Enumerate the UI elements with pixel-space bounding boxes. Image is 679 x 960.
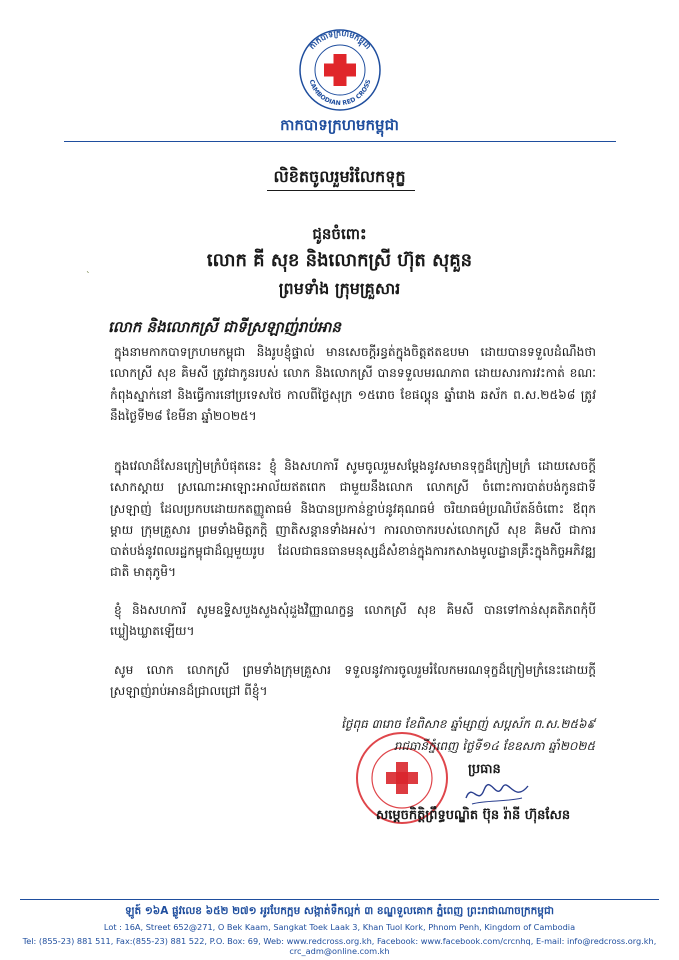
date-solar: រាជធានីភ្នំពេញ ថ្ងៃទី១៤ ខែឧសភា ឆ្នាំ២០២៥ <box>393 739 595 753</box>
logo-text-en: CAMBODIAN RED CROSS <box>307 78 373 108</box>
address-recipients: លោក គី សុខ និងលោកស្រី ហ៊ុត សុគួន <box>206 250 473 271</box>
paragraph-1: ក្នុងនាមកាកបាទក្រហមកម្ពុជា និងរូបខ្ញុំផ្ទាល់ មានសេចក្ដីរន្ធត់ក្នុងចិត្តឥតឧបមា ដោយបានទទួលដំណឹងថា លោកស្រី សុខ គិមសី ត្រូវជាកូនរបស់ លោក និងលោកស្រី បានទទួលមរណភាព ដោយសារការវះកាត់ ខណៈកំពុងស្នាក់នៅ និងធ្វើការនៅប្រទេសថៃ កាលពីថ្ងៃសុក្រ ១៥រោច ខែផល្គុន ឆ្នាំរោង ឆស័ក ព.ស.២៥៦៨ ត្រូវនឹងថ្ងៃទី២៨ ខែមីនា ឆ្នាំ២០២៥។ <box>110 345 596 423</box>
footer-address-en: Lot : 16A, Street 652@271, O Bek Kaam, Sangkat Toek Laak 3, Khan Tuol Kork, Phnom Penh, Kingdom of Cambodia <box>103 922 576 932</box>
red-cross-logo <box>289 24 391 116</box>
signer-name: សម្ដេចកិត្តិព្រឹទ្ធបណ្ឌិត ប៊ុន រ៉ានី ហ៊ុនសែន <box>375 808 571 823</box>
address-family: ព្រមទាំង ក្រុមគ្រួសារ <box>278 279 401 298</box>
signature <box>462 776 532 810</box>
footer-contact: Tel: (855-23) 881 511, Fax:(855-23) 881 522, P.O. Box: 69, Web: www.redcross.org.kh, Facebook: www.facebook.com/crcnhq, E-mail: info@redcross.org.kh, crc_adm@online.com.kh <box>22 936 657 956</box>
paragraph-3: ខ្ញុំ និងសហការី សូមឧទ្ទិសបួងសួងសុំដួងវិញ្ញាណក្ខន្ធ លោកស្រី សុខ គិមសី បានទៅកាន់សុគតិភពកុំបីឃ្លៀងឃ្លាតឡើយ។ <box>110 603 596 639</box>
svg-text:កាកបាទក្រហមកម្ពុជា <box>307 29 372 51</box>
footer-divider <box>20 899 659 900</box>
letter-title: លិខិតចូលរួមរំលែកទុក្ខ <box>273 167 406 186</box>
paragraph-2: ក្នុងវេលាដ៏សែនក្រៀមក្រំបំផុតនេះ ខ្ញុំ និងសហការី សូមចូលរួមសម្ដែងនូវសមានទុក្ខដ៏ក្រៀមក្រំ ដោយសេចក្ដីសោកស្ដាយ ស្រណោះអាឡោះអាល័យឥតពេក ជាមួយនឹងលោក លោកស្រី ចំពោះការបាត់បង់កូនជាទីស្រឡាញ់ ដែលប្រកបដោយកតញ្ញូតាធម៌ និងបានប្រកាន់ខ្ជាប់នូវគុណធម៌ ចរិយាធម៌ប្រណិប័តន៍ចំពោះ ឪពុក ម្ដាយ ក្រុមគ្រួសារ ព្រមទាំងមិត្តភក្ដិ ញាតិសន្ដានទាំងអស់។ ការលាចាករបស់លោកស្រី សុខ គិមសី ជាការបាត់បង់នូវពលរដ្ឋកម្ពុជាដ៏ល្អមួយរូប ដែលជាធនធានមនុស្សដ៏សំខាន់ក្នុងការកសាងមូលដ្ឋានគ្រឹះក្នុងកិច្ចអភិវឌ្ឍជាតិ មាតុភូមិ។ <box>110 459 596 580</box>
stamp-cross-horizontal <box>386 772 418 784</box>
stray-mark: ˎ <box>86 264 91 274</box>
logo-text-kh: កាកបាទក្រហមកម្ពុជា <box>307 28 373 51</box>
date-lunar: ថ្ងៃពុធ ៣រោច ខែពិសាខ ឆ្នាំម្សាញ់ សប្តស័ក ព.ស.២៥៦៩ <box>341 717 595 731</box>
org-name: កាកបាទក្រហមកម្ពុជា <box>280 116 399 134</box>
address-to: ជូនចំពោះ <box>312 225 367 243</box>
salutation: លោក និងលោកស្រី ជាទីស្រឡាញ់រាប់អាន <box>108 318 341 336</box>
red-cross-horizontal <box>324 64 356 77</box>
header-divider <box>64 141 616 142</box>
paragraph-4: សូម លោក លោកស្រី ព្រមទាំងក្រុមគ្រួសារ ទទួលនូវការចូលរួមរំលែកមរណទុក្ខដ៏ក្រៀមក្រំនេះដោយក្ដីស្រឡាញ់រាប់អានដ៏ជ្រាលជ្រៅ ពីខ្ញុំ។ <box>110 663 596 699</box>
title-underline <box>267 190 415 191</box>
footer-address-kh: ឡូត៍ ១៦A ផ្លូវលេខ ៦៥២ ២៧១ អូរបែកក្អម សង្កាត់ទឹកល្អក់ ៣ ខណ្ឌទួលគោក ភ្នំពេញ ព្រះរាជាណាចក្រកម្ពុជា <box>125 905 554 917</box>
signer-title: ប្រធាន <box>468 762 501 777</box>
